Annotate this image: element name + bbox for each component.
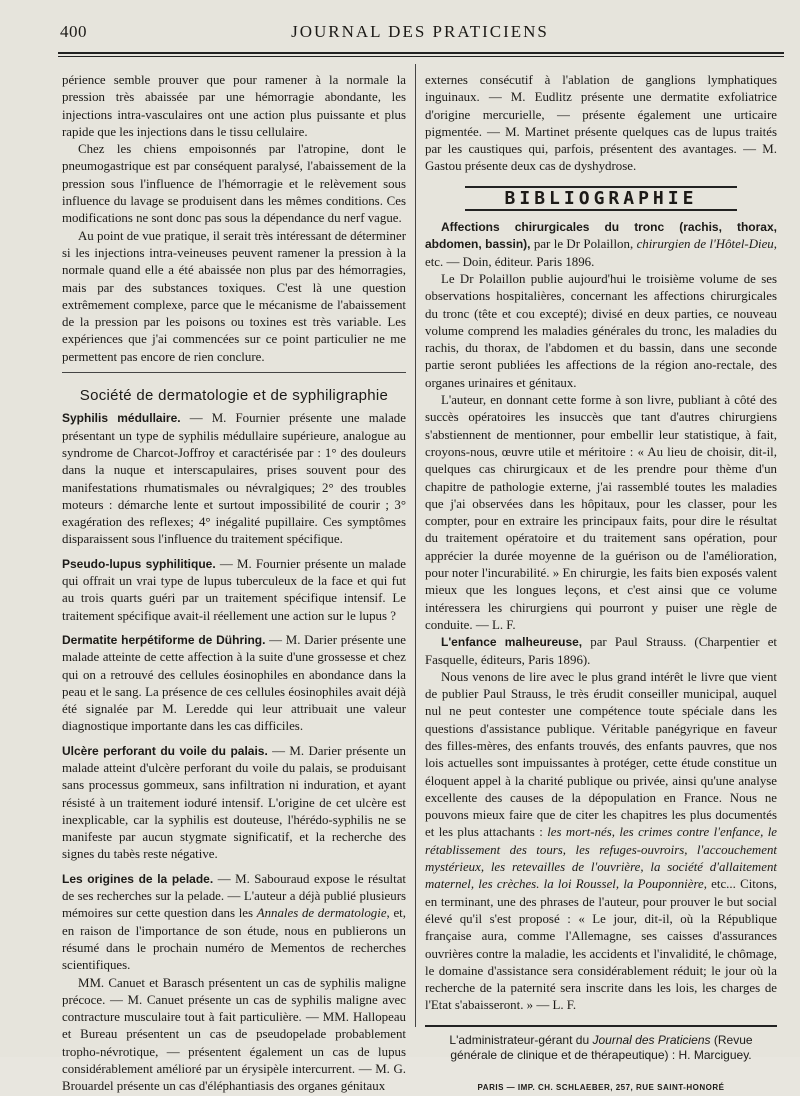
printer-imprint: PARIS — IMP. CH. SCHLAEBER, 257, RUE SAINT-HONORÉ xyxy=(477,1082,725,1092)
right-column xyxy=(425,72,777,1096)
report-entry xyxy=(62,743,406,864)
report-entry xyxy=(62,632,406,736)
entry-body: — M. Darier présente une malade atteinte de cette affection à la suite d'une grossesse et chez qui on a retrouvé des cellules éosinophiles en abondance dans la peau et le sang. La présence de ces cellules éosinophiles avait déjà été signalée par M. Leredde qui leur attribuait une valeur diagnostique importante dans les cas difficiles. xyxy=(62,632,407,734)
paragraph-text: Nous venons de lire avec le plus grand intérêt le livre que vient de publier Paul Strauss, le très érudit conseiller municipal, auquel nul ne peut contester une compétence toute spéciale dans les questions d'assistance publique. Véritable panégyrique en faveur des filles-mères, des enfants trouvés, des enfants pauvres, que nos lois actuelles sont impuissantes à protéger, cette étude constitue un éloquent appel à la charité publique ou privée, ainsi qu'une analyse excellente des causes de la dépopulation en France. Nous ne pouvons mieux faire que de citer les chapitres les plus documentés et les plus attachants : xyxy=(425,669,777,840)
header-rule xyxy=(58,52,784,57)
publisher-note xyxy=(425,1033,777,1063)
footer-rule xyxy=(425,1025,777,1027)
publisher-text: (Revue générale de clinique et de thérapeutique) : H. Marciguey. xyxy=(450,1032,753,1062)
column-divider xyxy=(415,64,416,1027)
entry-italic: Annales de dermatologie xyxy=(256,906,387,921)
left-column xyxy=(62,72,406,1096)
report-entry xyxy=(62,410,406,548)
paragraph: L'auteur, en donnant cette forme à son livre, publiant à côté des succès opératoires les insuccès que tant d'autres chirurgiens s'abstiennent de mentionner, pour embellir leur statistique, à fait, croyons-nous, œuvre utile et méritoire : « Au lieu de choisir, dit-il, quelques cas chirurgicaux et de les prendre pour thème d'un chapitre de pathologie externe, j'ai rassemblé toutes les maladies que j'ai observées dans les hôpitaux, pour les classer, pour les compter, pour en extraire les principaux faits, pour dire le résultat du traitement opératoire et du traitement sans opération, pour apprécier la durée moyenne de la guérison ou de l'amélioration, pour noter l'incurabilité. » En chirurgie, les faits bien exposés valent mieux que les longues leçons, et c'est ainsi que ce volume intéressera les chirurgiens qui pourront y puiser une règle de conduite. — L. F. xyxy=(425,393,777,632)
paragraph xyxy=(425,669,777,1015)
book-meta: , etc. — Doin, éditeur. Paris 1896. xyxy=(425,237,777,269)
paragraph: externes consécutif à l'ablation de ganglions lymphatiques inguinaux. — M. Eudlitz présente une dermatite exfoliatrice d'origine mercurielle, — présente également une urticaire pigmentée. — M. Martinet présente quelques cas de lupus traités par les caustiques qui, parfois, présentent des avantages. — M. Gastou présente deux cas de dyshydrose. xyxy=(425,73,777,174)
publisher-text: L'administrateur-gérant du xyxy=(449,1032,593,1047)
entry-body: — M. Fournier présente un malade qui offrait un vrai type de lupus tuberculeux de la face et qui fut au trois quarts guéri par un traitement spécifique intensif. Le traitement spécifique avait-il réellement une action sur le lupus ? xyxy=(62,556,406,623)
entry-heading: Les origines de la pelade. xyxy=(62,871,214,886)
book-meta: par Paul Strauss. (Charpentier et Fasquelle, éditeurs, Paris 1896). xyxy=(425,635,777,667)
entry-heading: Pseudo-lupus syphilitique. xyxy=(62,556,216,571)
journal-title: JOURNAL DES PRATICIENS xyxy=(291,22,549,41)
book-entry xyxy=(425,219,777,271)
publisher-journal: Journal des Praticiens xyxy=(592,1032,711,1047)
paragraph: Chez les chiens empoisonnés par l'atropine, dont le pneumogastrique est par conséquent paralysé, l'abaissement de la pression sous l'influence de l'hémorragie et le relèvement sous influence du lavage se produisent dans les mêmes conditions. Ces modifications ne sont donc pas sous la dépendance du nerf vague. xyxy=(62,142,406,226)
report-entry xyxy=(62,556,406,625)
page-number: 400 xyxy=(60,22,87,41)
paragraph: MM. Canuet et Barasch présentent un cas de syphilis maligne précoce. — M. Canuet présente un cas de syphilis maligne avec contracture musculaire tout à fait particulière. — MM. Hallopeau et Bureau présentent un cas de pseudopelade probablement tropho-névrotique, — présentent également un cas de lupus considérablement amélioré par un érysipèle intercurrent. — M. G. Brouardel présente un cas d'éléphantiasis des organes génitaux xyxy=(62,975,406,1094)
entry-body: — M. Sabouraud expose le résultat de ses recherches sur la pelade. — L'auteur a déjà publié plusieurs mémoires sur cette question dans les xyxy=(62,871,406,921)
book-entry xyxy=(425,634,777,669)
book-meta-italic: chirurgien de l'Hôtel-Dieu xyxy=(636,237,774,252)
entry-heading: Syphilis médullaire. xyxy=(62,411,181,426)
report-entry xyxy=(62,871,406,975)
bibliography-header xyxy=(425,186,777,211)
chapter-list: les mort-nés, les crimes contre l'enfance, le rétablissement des tours, les refuges-ouvroirs, l'accouchement mystérieux, les retevailles de l'ouvrière, la société d'allaitement maternel, les crèches. la loi Roussel, la Pouponnière xyxy=(425,825,778,892)
book-meta: par le Dr Polaillon, xyxy=(530,237,637,252)
book-heading: Affections chirurgicales du tronc (rachis, thorax, abdomen, bassin), xyxy=(425,220,777,252)
section-rule xyxy=(62,372,406,373)
paragraph-text: , etc... Citons, en terminant, une des phrases de l'auteur, pour prouver le but social élevé qu'il s'est proposé : « Le jour, dit-il, où la République française aura, comme l'Allemagne, ses caisses d'assurances ouvrières contre la maladie, les accidents et l'invalidité, le chômage, le domaine d'assistance sera considérablement réduit; le jour où la recherche de la paternité sera inscrite dans les lois, les charges de l'Etat s'abaisseront. » — L. F. xyxy=(425,877,777,1013)
entry-body: — M. Fournier présente une malade présentant un type de syphilis médullaire supérieure, analogue au syndrome de Charcot-Joffroy et caractérisée par : 1° des douleurs dans la nuque et interscapulaires, prises souvent pour des manifestations rhumatismales ou névralgiques; 2° des troubles moteurs : démarche lente et surtout impossibilité de courir ; 3° exagération des reflexes; 4° inégalité pupillaire. Ces symptômes disparaissent sous l'influence du traitement spécifique. xyxy=(62,411,406,547)
paragraph: Au point de vue pratique, il serait très intéressant de déterminer si les injections intra-veineuses peuvent ramener la pression à la normale quand elle a été abaissée non plus par des hémorragies, mais par des substances toxiques. C'est là une question extrêmement complexe, parce que le mécanisme de l'abaissement de la pression par les poisons ou toxines est très variable. Les expériences que j'ai commencées sur ce point particulier ne me permettent pas encore de rien conclure. xyxy=(62,228,406,364)
page-header xyxy=(60,22,780,48)
entry-heading: Ulcère perforant du voile du palais. xyxy=(62,743,268,758)
paragraph: périence semble prouver que pour ramener à la normale la pression très abaissée par une hémorragie abondante, les injections intra-vasculaires ont une action plus puissante et plus rapide que les injections dans le tissu cellulaire. xyxy=(62,73,406,139)
paragraph: Le Dr Polaillon publie aujourd'hui le troisième volume de ses observations hospitalières, concernant les affections chirurgicales du tronc (tête et cou excepté); divisé en deux parties, ce nouveau volume comprend les maladies générales du tronc, les maladies du rachis, du thorax, de l'abdomen et du bassin, dans une seconde partie seront publiées les affections de la région ano-rectale, des organes urinaires et génitaux. xyxy=(425,271,777,390)
entry-body: , et, en raison de l'importance de son étude, nous en publierons un résumé dans le prochain numéro de Mementos de recherches scientifiques. xyxy=(62,906,406,973)
entry-body: — M. Darier présente un malade atteint d'ulcère perforant du voile du palais, se produisant sans processus gommeux, sans infiltration ni induration, et ayant résisté à un traitement ioduré intensif. L'origine de cet ulcère est inexplicable, car la syphilis est douteuse, l'hérédo-syphilis ne se manifeste par aucun stygmate significatif, et la recherche des signes du tabès reste négative. xyxy=(62,743,406,862)
entry-heading: Dermatite herpétiforme de Dühring. xyxy=(62,632,266,647)
section-title: Société de dermatologie et de syphiligraphie xyxy=(79,387,389,405)
book-heading: L'enfance malheureuse, xyxy=(441,635,583,650)
bibliography-title: BIBLIOGRAPHIE xyxy=(465,186,738,211)
